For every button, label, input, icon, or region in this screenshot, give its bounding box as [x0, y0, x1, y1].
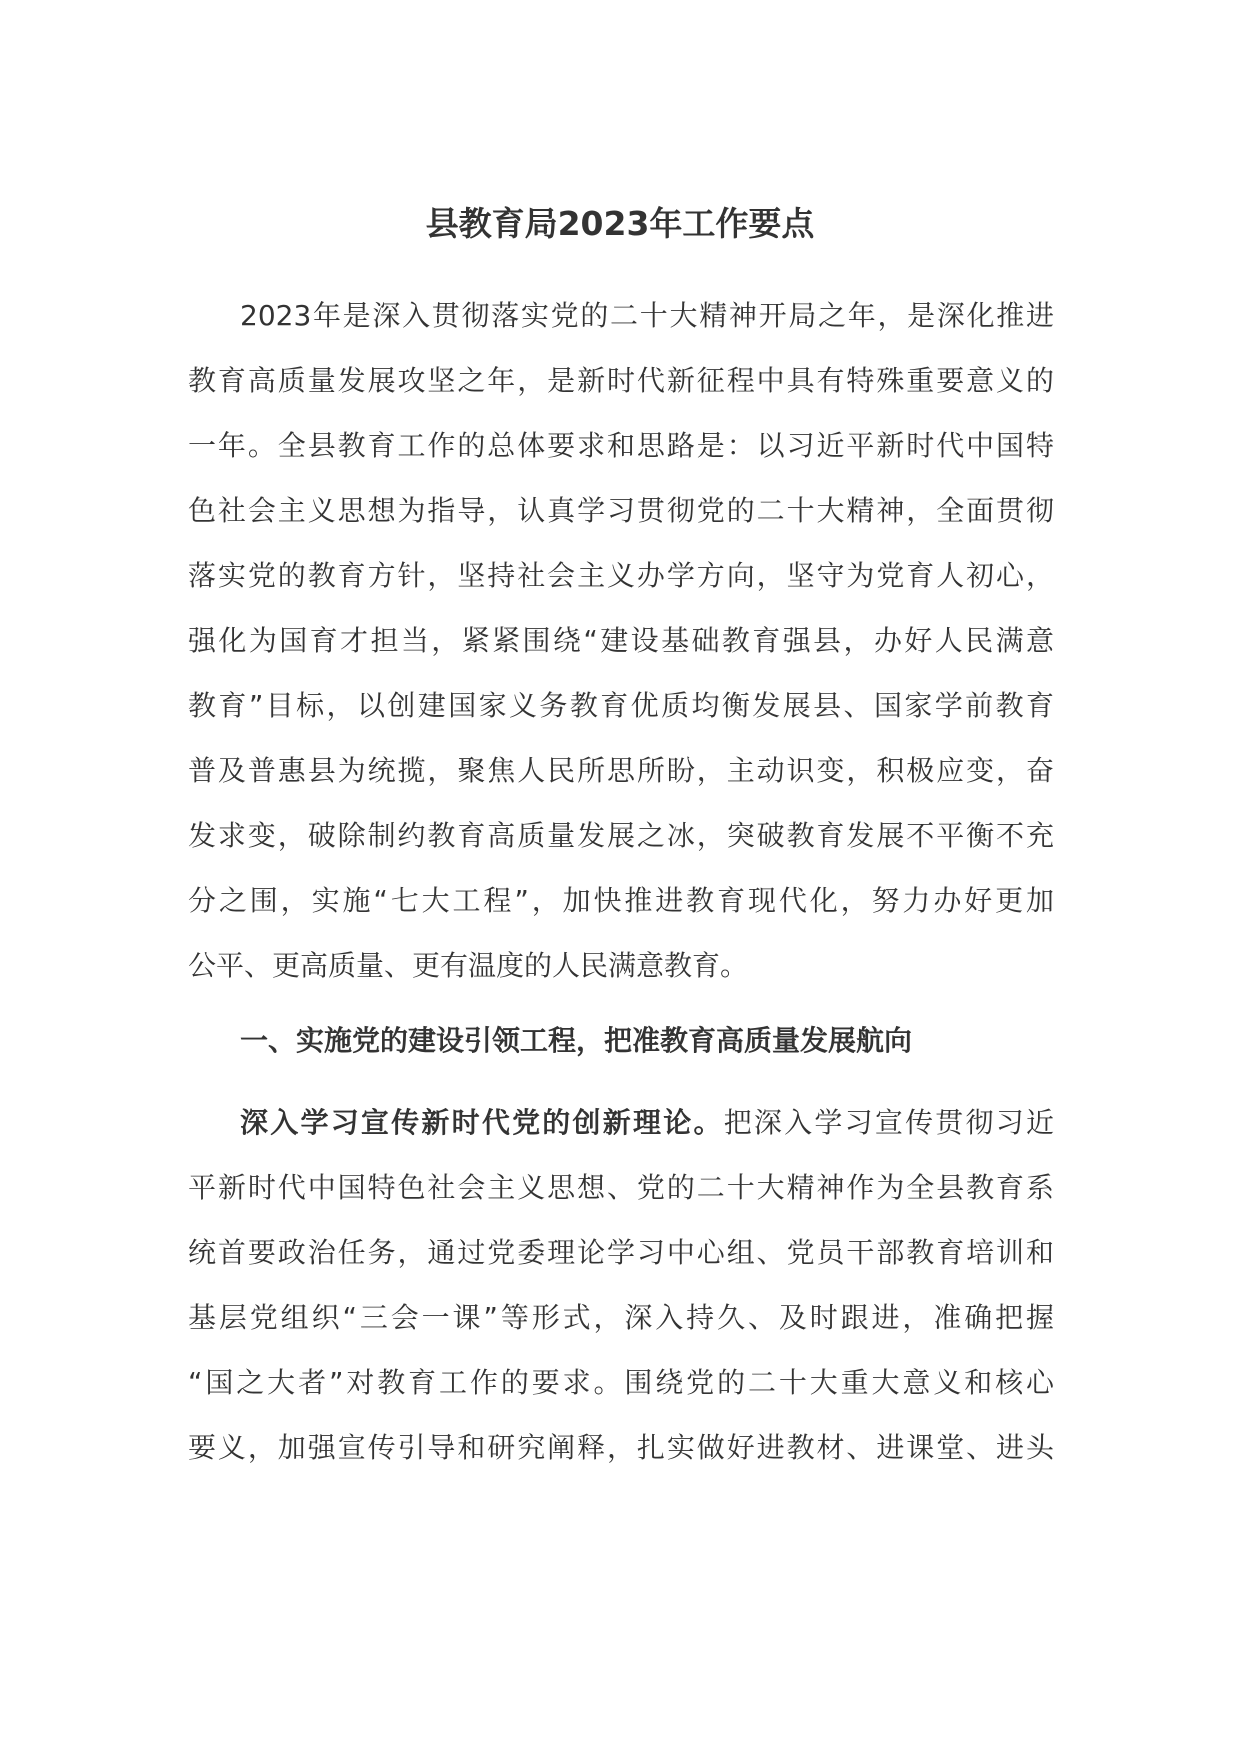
intro-line: 2023年是深入贯彻落实党的二十大精神开局之年，是深化推进 [240, 299, 1054, 332]
intro-line: 普及普惠县为统揽，聚焦人民所思所盼，主动识变，积极应变，奋 [188, 754, 1054, 787]
intro-line: 教育”目标，以创建国家义务教育优质均衡发展县、国家学前教育 [188, 689, 1054, 722]
intro-line: 分之围，实施“七大工程”，加快推进教育现代化，努力办好更加 [188, 884, 1054, 917]
intro-line: 教育高质量发展攻坚之年，是新时代新征程中具有特殊重要意义的 [188, 364, 1054, 397]
intro-line: 发求变，破除制约教育高质量发展之冰，突破教育发展不平衡不充 [188, 819, 1054, 852]
document-title: 县教育局2023年工作要点 [425, 204, 815, 243]
intro-line: 落实党的教育方针，坚持社会主义办学方向，坚守为党育人初心， [188, 559, 1054, 592]
intro-line: 公平、更高质量、更有温度的人民满意教育。 [188, 949, 749, 982]
section-1-line: 要义，加强宣传引导和研究阐释，扎实做好进教材、进课堂、进头 [188, 1431, 1054, 1464]
section-1-line: 统首要政治任务，通过党委理论学习中心组、党员干部教育培训和 [188, 1236, 1054, 1269]
intro-line: 强化为国育才担当，紧紧围绕“建设基础教育强县，办好人民满意 [188, 624, 1054, 657]
section-1-paragraph [188, 1090, 1054, 1480]
section-1-line: “国之大者”对教育工作的要求。围绕党的二十大重大意义和核心 [188, 1366, 1054, 1399]
section-1-lead: 深入学习宣传新时代党的创新理论。 [240, 1106, 724, 1139]
section-1-line: 基层党组织“三会一课”等形式，深入持久、及时跟进，准确把握 [188, 1301, 1054, 1334]
intro-line: 色社会主义思想为指导，认真学习贯彻党的二十大精神，全面贯彻 [188, 494, 1054, 527]
intro-paragraph [188, 283, 1054, 998]
intro-line: 一年。全县教育工作的总体要求和思路是：以习近平新时代中国特 [188, 429, 1054, 462]
section-1-line-text: 把深入学习宣传贯彻习近 [723, 1106, 1054, 1139]
section-1-line: 平新时代中国特色社会主义思想、党的二十大精神作为全县教育系 [188, 1171, 1054, 1204]
section-1-heading: 一、实施党的建设引领工程，把准教育高质量发展航向 [240, 1024, 913, 1057]
section-1-line [188, 1090, 1054, 1155]
